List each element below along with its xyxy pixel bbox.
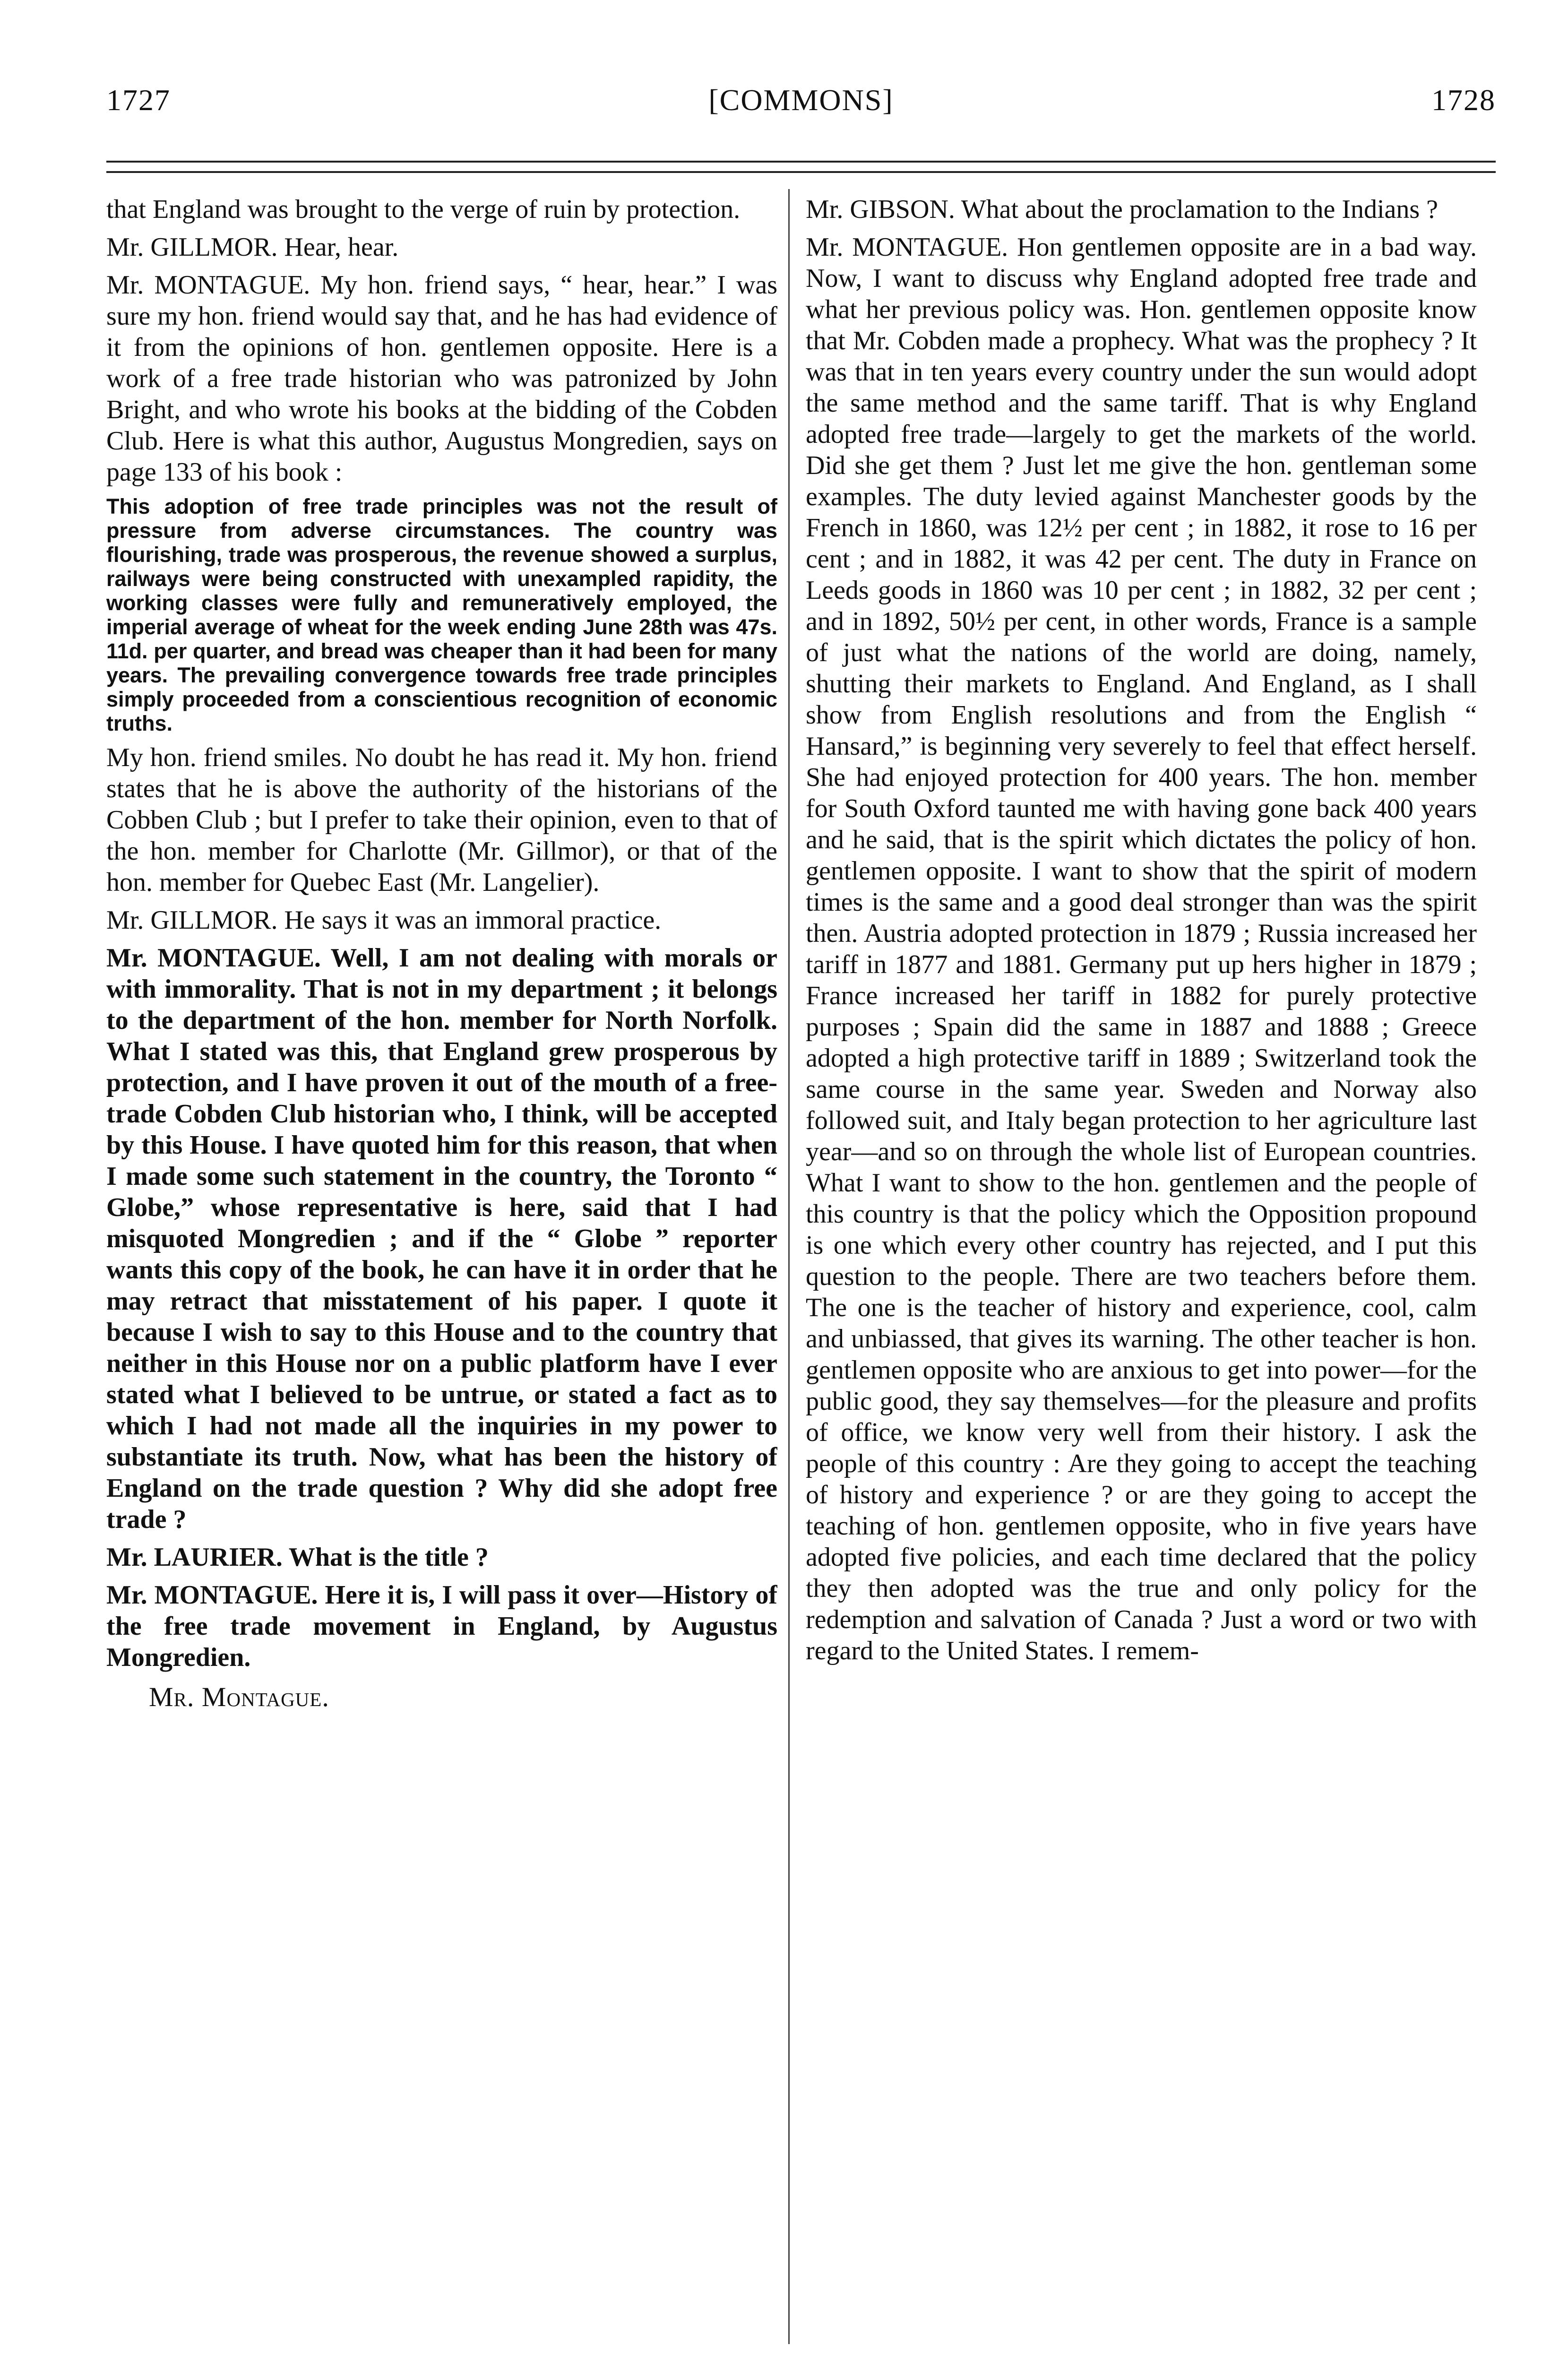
- speech-paragraph: Mr. MONTAGUE. Well, I am not dealing with morals or with immorality. That is not in my department ; it belongs to the department of the hon. member for North Norfolk. What I stated was this, that England grew prosperous by protection, and I have proven it out of the mouth of a free-trade Cobden Club historian who, I think, will be accepted by this House. I have quoted him for this reason, that when I made some such statement in the country, the Toronto “ Globe,” whose representative is here, said that I had misquoted Mongredien ; and if the “ Globe ” reporter wants this copy of the book, he can have it in order that he may retract that misstatement of his paper. I quote it because I wish to say to this House and to the country that neither in this House nor on a public platform have I ever stated what I believed to be untrue, or stated a fact as to which I had not made all the inquiries in my power to substantiate its truth. Now, what has been the history of England on the trade question ? Why did she adopt free trade ?: [106, 943, 777, 1534]
- speech-paragraph: Mr. LAURIER. What is the title ?: [106, 1543, 489, 1572]
- page-header: [106, 83, 1496, 130]
- left-column: [106, 194, 777, 2349]
- quoted-passage: This adoption of free trade principles was not the result of pressure from adverse circumstances. The country was flourishing, trade was prosperous, the revenue showed a surplus, railways were being constructed with unexampled rapidity, the working classes were fully and remuneratively employed, the imperial average of wheat for the week ending June 28th was 47s. 11d. per quarter, and bread was cheaper than it had been for many years. The prevailing convergence towards free trade principles simply proceeded from a conscientious recognition of economic truths.: [106, 494, 777, 735]
- page-number-right: 1728: [1431, 83, 1496, 117]
- header-rule-top: [106, 161, 1496, 163]
- speech-paragraph: Mr. GIBSON. What about the proclamation to the Indians ?: [806, 195, 1439, 224]
- page-title: [COMMONS]: [708, 83, 894, 117]
- speech-paragraph: Mr. MONTAGUE. Hon gentlemen opposite are in a bad way. Now, I want to discuss why England adopted free trade and what her previous policy was. Hon. gentlemen opposite know that Mr. Cobden made a prophecy. What was the prophecy ? It was that in ten years every country under the sun would adopt the same method and the same tariff. That is why England adopted free trade—largely to get the markets of the world. Did she get them ? Just let me give the hon. gentleman some examples. The duty levied against Manchester goods by the French in 1860, was 12½ per cent ; in 1882, it rose to 16 per cent ; and in 1882, it was 42 per cent. The duty in France on Leeds goods in 1860 was 10 per cent ; in 1882, 32 per cent ; and in 1892, 50½ per cent, in other words, France is a sample of just what the nations of the world are doing, namely, shutting their markets to England. And England, as I shall show from English resolutions and from the English “ Hansard,” is beginning very severely to feel that effect herself. She had enjoyed protection for 400 years. The hon. member for South Oxford taunted me with having gone back 400 years and he said, that is the spirit which dictates the policy of hon. gentlemen opposite. I want to show that the spirit of modern times is the same and a good deal stronger than was the spirit then. Austria adopted protection in 1879 ; Russia increased her tariff in 1877 and 1881. Germany put up hers higher in 1879 ; France increased her tariff in 1882 for purely protective purposes ; Spain did the same in 1887 and 1888 ; Greece adopted a high protective tariff in 1889 ; Switzerland took the same course in the same year. Sweden and Norway also followed suit, and Italy began protection to her agriculture last year—and so on through the whole list of European countries. What I want to show to the hon. gentlemen and the people of this country is that the policy which the Opposition propound is one which every other country has rejected, and I put this question to the people. There are two teachers before them. The one is the teacher of history and experience, cool, calm and unbiassed, that gives its warning. The other teacher is hon. gentlemen opposite who are anxious to get into power—for the public good, they say themselves—for the pleasure and profits of office, we know very well from their history. I ask the people of this country : Are they going to accept the teaching of history and experience ? or are they going to accept the teaching of hon. gentlemen opposite, who in five years have adopted five policies, and each time declared that the policy they then adopted was the true and only policy for the redemption and salvation of Canada ? Just a word or two with regard to the United States. I remem-: [806, 233, 1477, 1665]
- speech-paragraph: Mr. GILLMOR. He says it was an immoral practice.: [106, 906, 662, 935]
- column-divider: [788, 189, 790, 2344]
- header-rule-bottom: [106, 171, 1496, 173]
- page-number-left: 1727: [106, 83, 171, 117]
- right-column: [806, 194, 1477, 2349]
- speech-paragraph: My hon. friend smiles. No doubt he has read it. My hon. friend states that he is above the authority of the historians of the Cobben Club ; but I prefer to take their opinion, even to that of the hon. member for Charlotte (Mr. Gillmor), or that of the hon. member for Quebec East (Mr. Langelier).: [106, 743, 777, 897]
- speech-paragraph: Mr. GILLMOR. Hear, hear.: [106, 233, 399, 262]
- speech-paragraph: that England was brought to the verge of ruin by protection.: [106, 195, 741, 224]
- speech-paragraph: Mr. MONTAGUE. Here it is, I will pass it over—History of the free trade movement in England, by Augustus Mongredien.: [106, 1580, 777, 1672]
- speech-paragraph: Mr. MONTAGUE. My hon. friend says, “ hear, hear.” I was sure my hon. friend would say that, and he has had evidence of it from the opinions of hon. gentlemen opposite. Here is a work of a free trade historian who was patronized by John Bright, and who wrote his books at the bidding of the Cobden Club. Here is what this author, Augustus Mongredien, says on page 133 of his book :: [106, 270, 777, 487]
- speaker-signature: Mr. Montague.: [149, 1682, 329, 1712]
